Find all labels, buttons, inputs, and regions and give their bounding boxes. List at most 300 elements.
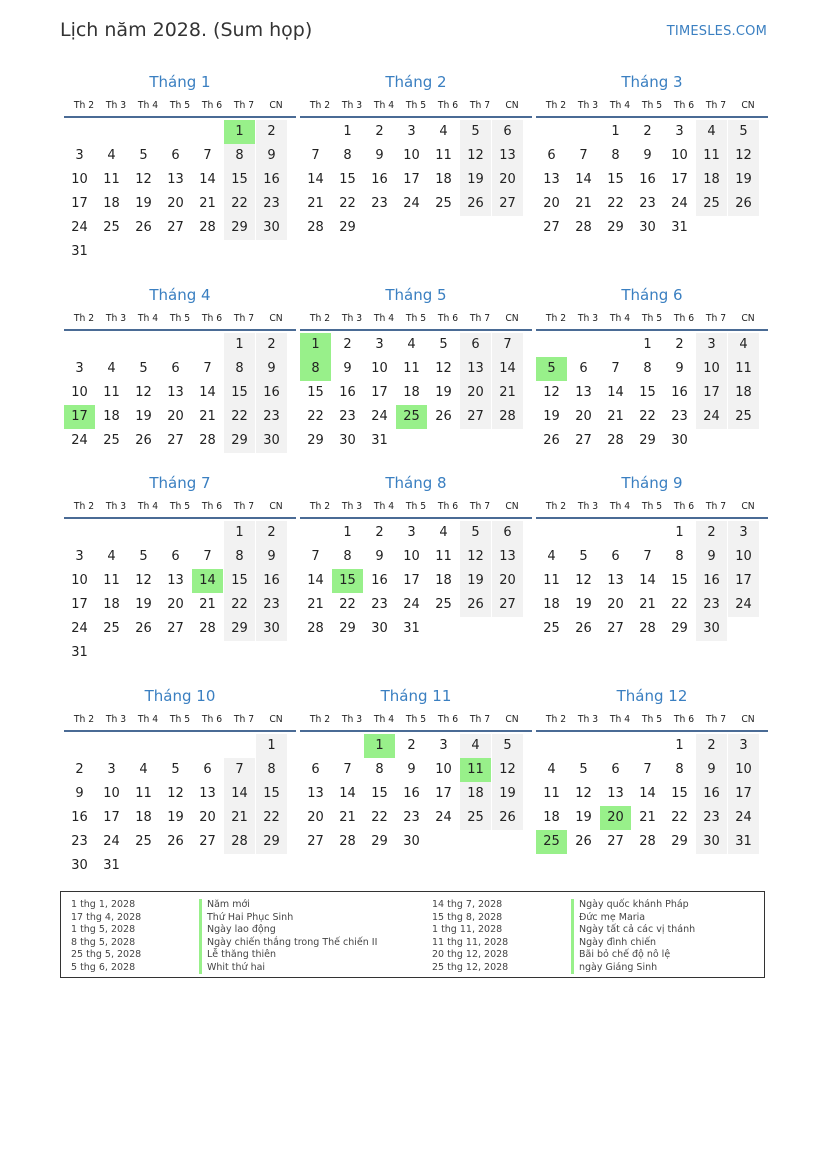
day-cell[interactable]: 8 [224, 545, 255, 569]
day-cell[interactable]: 29 [339, 220, 356, 235]
day-cell[interactable]: 26 [135, 220, 152, 235]
day-cell[interactable]: 1 [256, 734, 287, 758]
holiday-day-cell[interactable]: 25 [396, 405, 427, 429]
day-cell[interactable]: 26 [728, 192, 759, 216]
day-cell[interactable]: 15 [224, 168, 255, 192]
day-cell[interactable]: 3 [75, 148, 84, 163]
day-cell[interactable]: 21 [575, 196, 592, 211]
day-cell[interactable]: 23 [696, 593, 727, 617]
day-cell[interactable]: 3 [107, 762, 116, 777]
day-cell[interactable]: 11 [103, 385, 120, 400]
day-cell[interactable]: 9 [696, 545, 727, 569]
day-cell[interactable]: 8 [343, 148, 352, 163]
day-cell[interactable]: 10 [671, 148, 688, 163]
day-cell[interactable]: 12 [543, 385, 560, 400]
holiday-day-cell[interactable]: 1 [224, 120, 255, 144]
day-cell[interactable]: 24 [435, 810, 452, 825]
day-cell[interactable]: 22 [339, 597, 356, 612]
day-cell[interactable]: 10 [71, 385, 88, 400]
day-cell[interactable]: 5 [171, 762, 180, 777]
day-cell[interactable]: 27 [167, 621, 184, 636]
day-cell[interactable]: 15 [307, 385, 324, 400]
day-cell[interactable]: 26 [435, 409, 452, 424]
day-cell[interactable]: 19 [135, 196, 152, 211]
day-cell[interactable]: 24 [103, 834, 120, 849]
day-cell[interactable]: 19 [575, 597, 592, 612]
day-cell[interactable]: 1 [611, 124, 620, 139]
day-cell[interactable]: 17 [103, 810, 120, 825]
day-cell[interactable]: 30 [403, 834, 420, 849]
day-cell[interactable]: 21 [199, 409, 216, 424]
holiday-day-cell[interactable]: 15 [332, 569, 363, 593]
day-cell[interactable]: 6 [203, 762, 212, 777]
day-cell[interactable]: 4 [407, 337, 416, 352]
day-cell[interactable]: 16 [339, 385, 356, 400]
day-cell[interactable]: 27 [460, 405, 491, 429]
day-cell[interactable]: 30 [696, 830, 727, 854]
day-cell[interactable]: 8 [611, 148, 620, 163]
day-cell[interactable]: 7 [311, 148, 320, 163]
day-cell[interactable]: 13 [167, 385, 184, 400]
day-cell[interactable]: 17 [435, 786, 452, 801]
day-cell[interactable]: 6 [611, 549, 620, 564]
day-cell[interactable]: 20 [167, 196, 184, 211]
day-cell[interactable]: 27 [492, 192, 523, 216]
day-cell[interactable]: 3 [75, 361, 84, 376]
day-cell[interactable]: 8 [256, 758, 287, 782]
day-cell[interactable]: 11 [543, 786, 560, 801]
day-cell[interactable]: 5 [139, 361, 148, 376]
day-cell[interactable]: 22 [607, 196, 624, 211]
day-cell[interactable]: 23 [671, 409, 688, 424]
day-cell[interactable]: 4 [139, 762, 148, 777]
day-cell[interactable]: 12 [575, 573, 592, 588]
day-cell[interactable]: 17 [71, 196, 88, 211]
day-cell[interactable]: 18 [696, 168, 727, 192]
day-cell[interactable]: 25 [543, 621, 560, 636]
day-cell[interactable]: 17 [671, 172, 688, 187]
day-cell[interactable]: 17 [728, 569, 759, 593]
day-cell[interactable]: 17 [403, 172, 420, 187]
day-cell[interactable]: 18 [543, 597, 560, 612]
day-cell[interactable]: 20 [167, 597, 184, 612]
day-cell[interactable]: 18 [460, 782, 491, 806]
day-cell[interactable]: 20 [199, 810, 216, 825]
day-cell[interactable]: 2 [256, 333, 287, 357]
day-cell[interactable]: 11 [103, 172, 120, 187]
day-cell[interactable]: 5 [139, 549, 148, 564]
day-cell[interactable]: 6 [492, 120, 523, 144]
day-cell[interactable]: 15 [224, 381, 255, 405]
day-cell[interactable]: 16 [256, 168, 287, 192]
day-cell[interactable]: 7 [611, 361, 620, 376]
day-cell[interactable]: 2 [675, 337, 684, 352]
day-cell[interactable]: 4 [728, 333, 759, 357]
day-cell[interactable]: 7 [203, 361, 212, 376]
day-cell[interactable]: 21 [639, 810, 656, 825]
day-cell[interactable]: 30 [639, 220, 656, 235]
day-cell[interactable]: 17 [696, 381, 727, 405]
day-cell[interactable]: 30 [696, 617, 727, 641]
day-cell[interactable]: 19 [460, 569, 491, 593]
day-cell[interactable]: 28 [307, 220, 324, 235]
day-cell[interactable]: 26 [460, 593, 491, 617]
day-cell[interactable]: 25 [103, 220, 120, 235]
day-cell[interactable]: 23 [256, 192, 287, 216]
day-cell[interactable]: 7 [203, 148, 212, 163]
day-cell[interactable]: 16 [696, 782, 727, 806]
day-cell[interactable]: 6 [311, 762, 320, 777]
day-cell[interactable]: 9 [256, 357, 287, 381]
day-cell[interactable]: 25 [435, 597, 452, 612]
day-cell[interactable]: 31 [403, 621, 420, 636]
day-cell[interactable]: 19 [460, 168, 491, 192]
day-cell[interactable]: 21 [224, 806, 255, 830]
day-cell[interactable]: 13 [167, 573, 184, 588]
day-cell[interactable]: 22 [307, 409, 324, 424]
day-cell[interactable]: 22 [224, 405, 255, 429]
day-cell[interactable]: 6 [547, 148, 556, 163]
day-cell[interactable]: 17 [371, 385, 388, 400]
day-cell[interactable]: 30 [671, 433, 688, 448]
day-cell[interactable]: 31 [71, 244, 88, 259]
day-cell[interactable]: 29 [607, 220, 624, 235]
day-cell[interactable]: 28 [575, 220, 592, 235]
day-cell[interactable]: 2 [375, 525, 384, 540]
day-cell[interactable]: 23 [403, 810, 420, 825]
day-cell[interactable]: 27 [607, 834, 624, 849]
day-cell[interactable]: 30 [256, 617, 287, 641]
day-cell[interactable]: 18 [435, 172, 452, 187]
day-cell[interactable]: 4 [439, 525, 448, 540]
day-cell[interactable]: 22 [256, 806, 287, 830]
day-cell[interactable]: 19 [135, 409, 152, 424]
day-cell[interactable]: 30 [371, 621, 388, 636]
day-cell[interactable]: 12 [135, 385, 152, 400]
day-cell[interactable]: 13 [199, 786, 216, 801]
day-cell[interactable]: 25 [135, 834, 152, 849]
day-cell[interactable]: 10 [728, 758, 759, 782]
day-cell[interactable]: 14 [199, 385, 216, 400]
day-cell[interactable]: 18 [103, 597, 120, 612]
day-cell[interactable]: 26 [575, 834, 592, 849]
day-cell[interactable]: 3 [675, 124, 684, 139]
day-cell[interactable]: 28 [339, 834, 356, 849]
day-cell[interactable]: 7 [579, 148, 588, 163]
day-cell[interactable]: 25 [103, 621, 120, 636]
day-cell[interactable]: 17 [728, 782, 759, 806]
day-cell[interactable]: 7 [643, 549, 652, 564]
day-cell[interactable]: 27 [167, 433, 184, 448]
day-cell[interactable]: 29 [371, 834, 388, 849]
day-cell[interactable]: 17 [403, 573, 420, 588]
day-cell[interactable]: 10 [435, 762, 452, 777]
holiday-day-cell[interactable]: 14 [192, 569, 223, 593]
day-cell[interactable]: 5 [439, 337, 448, 352]
day-cell[interactable]: 20 [307, 810, 324, 825]
day-cell[interactable]: 15 [607, 172, 624, 187]
day-cell[interactable]: 4 [547, 762, 556, 777]
day-cell[interactable]: 1 [343, 525, 352, 540]
day-cell[interactable]: 16 [256, 381, 287, 405]
day-cell[interactable]: 21 [199, 196, 216, 211]
day-cell[interactable]: 16 [71, 810, 88, 825]
day-cell[interactable]: 20 [575, 409, 592, 424]
day-cell[interactable]: 24 [71, 220, 88, 235]
day-cell[interactable]: 3 [407, 525, 416, 540]
day-cell[interactable]: 25 [103, 433, 120, 448]
day-cell[interactable]: 16 [403, 786, 420, 801]
day-cell[interactable]: 29 [224, 216, 255, 240]
day-cell[interactable]: 12 [167, 786, 184, 801]
day-cell[interactable]: 13 [575, 385, 592, 400]
day-cell[interactable]: 24 [371, 409, 388, 424]
day-cell[interactable]: 31 [71, 645, 88, 660]
day-cell[interactable]: 26 [543, 433, 560, 448]
day-cell[interactable]: 4 [107, 549, 116, 564]
day-cell[interactable]: 28 [639, 621, 656, 636]
day-cell[interactable]: 9 [256, 144, 287, 168]
day-cell[interactable]: 28 [224, 830, 255, 854]
day-cell[interactable]: 4 [107, 148, 116, 163]
day-cell[interactable]: 11 [696, 144, 727, 168]
day-cell[interactable]: 24 [403, 196, 420, 211]
day-cell[interactable]: 6 [611, 762, 620, 777]
day-cell[interactable]: 10 [403, 148, 420, 163]
day-cell[interactable]: 11 [435, 549, 452, 564]
day-cell[interactable]: 9 [375, 549, 384, 564]
day-cell[interactable]: 5 [492, 734, 523, 758]
day-cell[interactable]: 12 [460, 545, 491, 569]
day-cell[interactable]: 29 [256, 830, 287, 854]
day-cell[interactable]: 15 [639, 385, 656, 400]
day-cell[interactable]: 14 [639, 786, 656, 801]
day-cell[interactable]: 3 [696, 333, 727, 357]
day-cell[interactable]: 28 [639, 834, 656, 849]
day-cell[interactable]: 15 [256, 782, 287, 806]
day-cell[interactable]: 21 [307, 196, 324, 211]
day-cell[interactable]: 24 [71, 433, 88, 448]
day-cell[interactable]: 23 [696, 806, 727, 830]
day-cell[interactable]: 1 [224, 521, 255, 545]
day-cell[interactable]: 10 [371, 361, 388, 376]
day-cell[interactable]: 21 [607, 409, 624, 424]
day-cell[interactable]: 31 [103, 858, 120, 873]
day-cell[interactable]: 3 [728, 734, 759, 758]
holiday-day-cell[interactable]: 8 [300, 357, 331, 381]
day-cell[interactable]: 16 [371, 172, 388, 187]
day-cell[interactable]: 20 [492, 168, 523, 192]
day-cell[interactable]: 13 [492, 144, 523, 168]
holiday-day-cell[interactable]: 25 [536, 830, 567, 854]
day-cell[interactable]: 23 [256, 593, 287, 617]
day-cell[interactable]: 19 [435, 385, 452, 400]
holiday-day-cell[interactable]: 5 [536, 357, 567, 381]
day-cell[interactable]: 8 [675, 549, 684, 564]
day-cell[interactable]: 2 [256, 120, 287, 144]
day-cell[interactable]: 24 [403, 597, 420, 612]
day-cell[interactable]: 2 [696, 734, 727, 758]
day-cell[interactable]: 5 [139, 148, 148, 163]
day-cell[interactable]: 30 [339, 433, 356, 448]
day-cell[interactable]: 19 [728, 168, 759, 192]
day-cell[interactable]: 7 [311, 549, 320, 564]
day-cell[interactable]: 18 [135, 810, 152, 825]
day-cell[interactable]: 26 [575, 621, 592, 636]
day-cell[interactable]: 8 [343, 549, 352, 564]
day-cell[interactable]: 6 [171, 148, 180, 163]
day-cell[interactable]: 12 [135, 172, 152, 187]
day-cell[interactable]: 12 [492, 758, 523, 782]
day-cell[interactable]: 21 [307, 597, 324, 612]
day-cell[interactable]: 14 [639, 573, 656, 588]
day-cell[interactable]: 19 [135, 597, 152, 612]
day-cell[interactable]: 9 [675, 361, 684, 376]
day-cell[interactable]: 3 [728, 521, 759, 545]
day-cell[interactable]: 18 [103, 409, 120, 424]
day-cell[interactable]: 15 [671, 573, 688, 588]
day-cell[interactable]: 15 [671, 786, 688, 801]
day-cell[interactable]: 8 [643, 361, 652, 376]
day-cell[interactable]: 31 [671, 220, 688, 235]
day-cell[interactable]: 27 [543, 220, 560, 235]
day-cell[interactable]: 7 [643, 762, 652, 777]
day-cell[interactable]: 9 [256, 545, 287, 569]
day-cell[interactable]: 13 [607, 786, 624, 801]
day-cell[interactable]: 15 [224, 569, 255, 593]
holiday-day-cell[interactable]: 17 [64, 405, 95, 429]
holiday-day-cell[interactable]: 11 [460, 758, 491, 782]
day-cell[interactable]: 23 [371, 597, 388, 612]
day-cell[interactable]: 14 [339, 786, 356, 801]
day-cell[interactable]: 28 [199, 433, 216, 448]
day-cell[interactable]: 11 [435, 148, 452, 163]
day-cell[interactable]: 14 [307, 573, 324, 588]
day-cell[interactable]: 20 [460, 381, 491, 405]
day-cell[interactable]: 27 [575, 433, 592, 448]
day-cell[interactable]: 27 [167, 220, 184, 235]
day-cell[interactable]: 13 [492, 545, 523, 569]
day-cell[interactable]: 22 [671, 810, 688, 825]
holiday-day-cell[interactable]: 20 [600, 806, 631, 830]
day-cell[interactable]: 31 [371, 433, 388, 448]
day-cell[interactable]: 11 [103, 573, 120, 588]
day-cell[interactable]: 12 [460, 144, 491, 168]
day-cell[interactable]: 20 [492, 569, 523, 593]
day-cell[interactable]: 2 [256, 521, 287, 545]
holiday-day-cell[interactable]: 1 [300, 333, 331, 357]
day-cell[interactable]: 1 [675, 525, 684, 540]
day-cell[interactable]: 2 [643, 124, 652, 139]
day-cell[interactable]: 14 [492, 357, 523, 381]
day-cell[interactable]: 5 [579, 762, 588, 777]
day-cell[interactable]: 21 [639, 597, 656, 612]
day-cell[interactable]: 18 [103, 196, 120, 211]
day-cell[interactable]: 2 [75, 762, 84, 777]
day-cell[interactable]: 26 [492, 806, 523, 830]
day-cell[interactable]: 29 [671, 834, 688, 849]
day-cell[interactable]: 3 [407, 124, 416, 139]
day-cell[interactable]: 20 [543, 196, 560, 211]
day-cell[interactable]: 26 [135, 621, 152, 636]
day-cell[interactable]: 5 [579, 549, 588, 564]
day-cell[interactable]: 8 [675, 762, 684, 777]
day-cell[interactable]: 9 [643, 148, 652, 163]
day-cell[interactable]: 24 [671, 196, 688, 211]
day-cell[interactable]: 10 [728, 545, 759, 569]
day-cell[interactable]: 13 [607, 573, 624, 588]
day-cell[interactable]: 16 [696, 569, 727, 593]
day-cell[interactable]: 29 [307, 433, 324, 448]
day-cell[interactable]: 7 [203, 549, 212, 564]
day-cell[interactable]: 14 [199, 172, 216, 187]
day-cell[interactable]: 24 [696, 405, 727, 429]
day-cell[interactable]: 4 [460, 734, 491, 758]
day-cell[interactable]: 8 [224, 144, 255, 168]
day-cell[interactable]: 4 [439, 124, 448, 139]
day-cell[interactable]: 2 [375, 124, 384, 139]
day-cell[interactable]: 29 [224, 429, 255, 453]
day-cell[interactable]: 4 [696, 120, 727, 144]
day-cell[interactable]: 30 [71, 858, 88, 873]
day-cell[interactable]: 18 [435, 573, 452, 588]
day-cell[interactable]: 19 [575, 810, 592, 825]
day-cell[interactable]: 1 [643, 337, 652, 352]
day-cell[interactable]: 4 [547, 549, 556, 564]
day-cell[interactable]: 19 [543, 409, 560, 424]
day-cell[interactable]: 6 [492, 521, 523, 545]
day-cell[interactable]: 22 [639, 409, 656, 424]
day-cell[interactable]: 28 [307, 621, 324, 636]
day-cell[interactable]: 7 [343, 762, 352, 777]
day-cell[interactable]: 13 [460, 357, 491, 381]
day-cell[interactable]: 15 [371, 786, 388, 801]
day-cell[interactable]: 13 [307, 786, 324, 801]
day-cell[interactable]: 1 [224, 333, 255, 357]
day-cell[interactable]: 14 [307, 172, 324, 187]
day-cell[interactable]: 1 [343, 124, 352, 139]
day-cell[interactable]: 13 [543, 172, 560, 187]
day-cell[interactable]: 21 [492, 381, 523, 405]
day-cell[interactable]: 28 [492, 405, 523, 429]
day-cell[interactable]: 27 [607, 621, 624, 636]
day-cell[interactable]: 31 [728, 830, 759, 854]
day-cell[interactable]: 29 [671, 621, 688, 636]
day-cell[interactable]: 10 [71, 573, 88, 588]
day-cell[interactable]: 5 [460, 120, 491, 144]
day-cell[interactable]: 11 [135, 786, 152, 801]
day-cell[interactable]: 23 [639, 196, 656, 211]
day-cell[interactable]: 3 [75, 549, 84, 564]
day-cell[interactable]: 19 [167, 810, 184, 825]
day-cell[interactable]: 14 [224, 782, 255, 806]
day-cell[interactable]: 28 [607, 433, 624, 448]
day-cell[interactable]: 9 [696, 758, 727, 782]
day-cell[interactable]: 17 [71, 597, 88, 612]
day-cell[interactable]: 9 [343, 361, 352, 376]
day-cell[interactable]: 30 [256, 216, 287, 240]
holiday-day-cell[interactable]: 1 [364, 734, 395, 758]
day-cell[interactable]: 4 [107, 361, 116, 376]
day-cell[interactable]: 27 [307, 834, 324, 849]
day-cell[interactable]: 14 [607, 385, 624, 400]
day-cell[interactable]: 22 [224, 593, 255, 617]
day-cell[interactable]: 12 [435, 361, 452, 376]
day-cell[interactable]: 23 [256, 405, 287, 429]
day-cell[interactable]: 21 [339, 810, 356, 825]
day-cell[interactable]: 18 [403, 385, 420, 400]
day-cell[interactable]: 11 [543, 573, 560, 588]
